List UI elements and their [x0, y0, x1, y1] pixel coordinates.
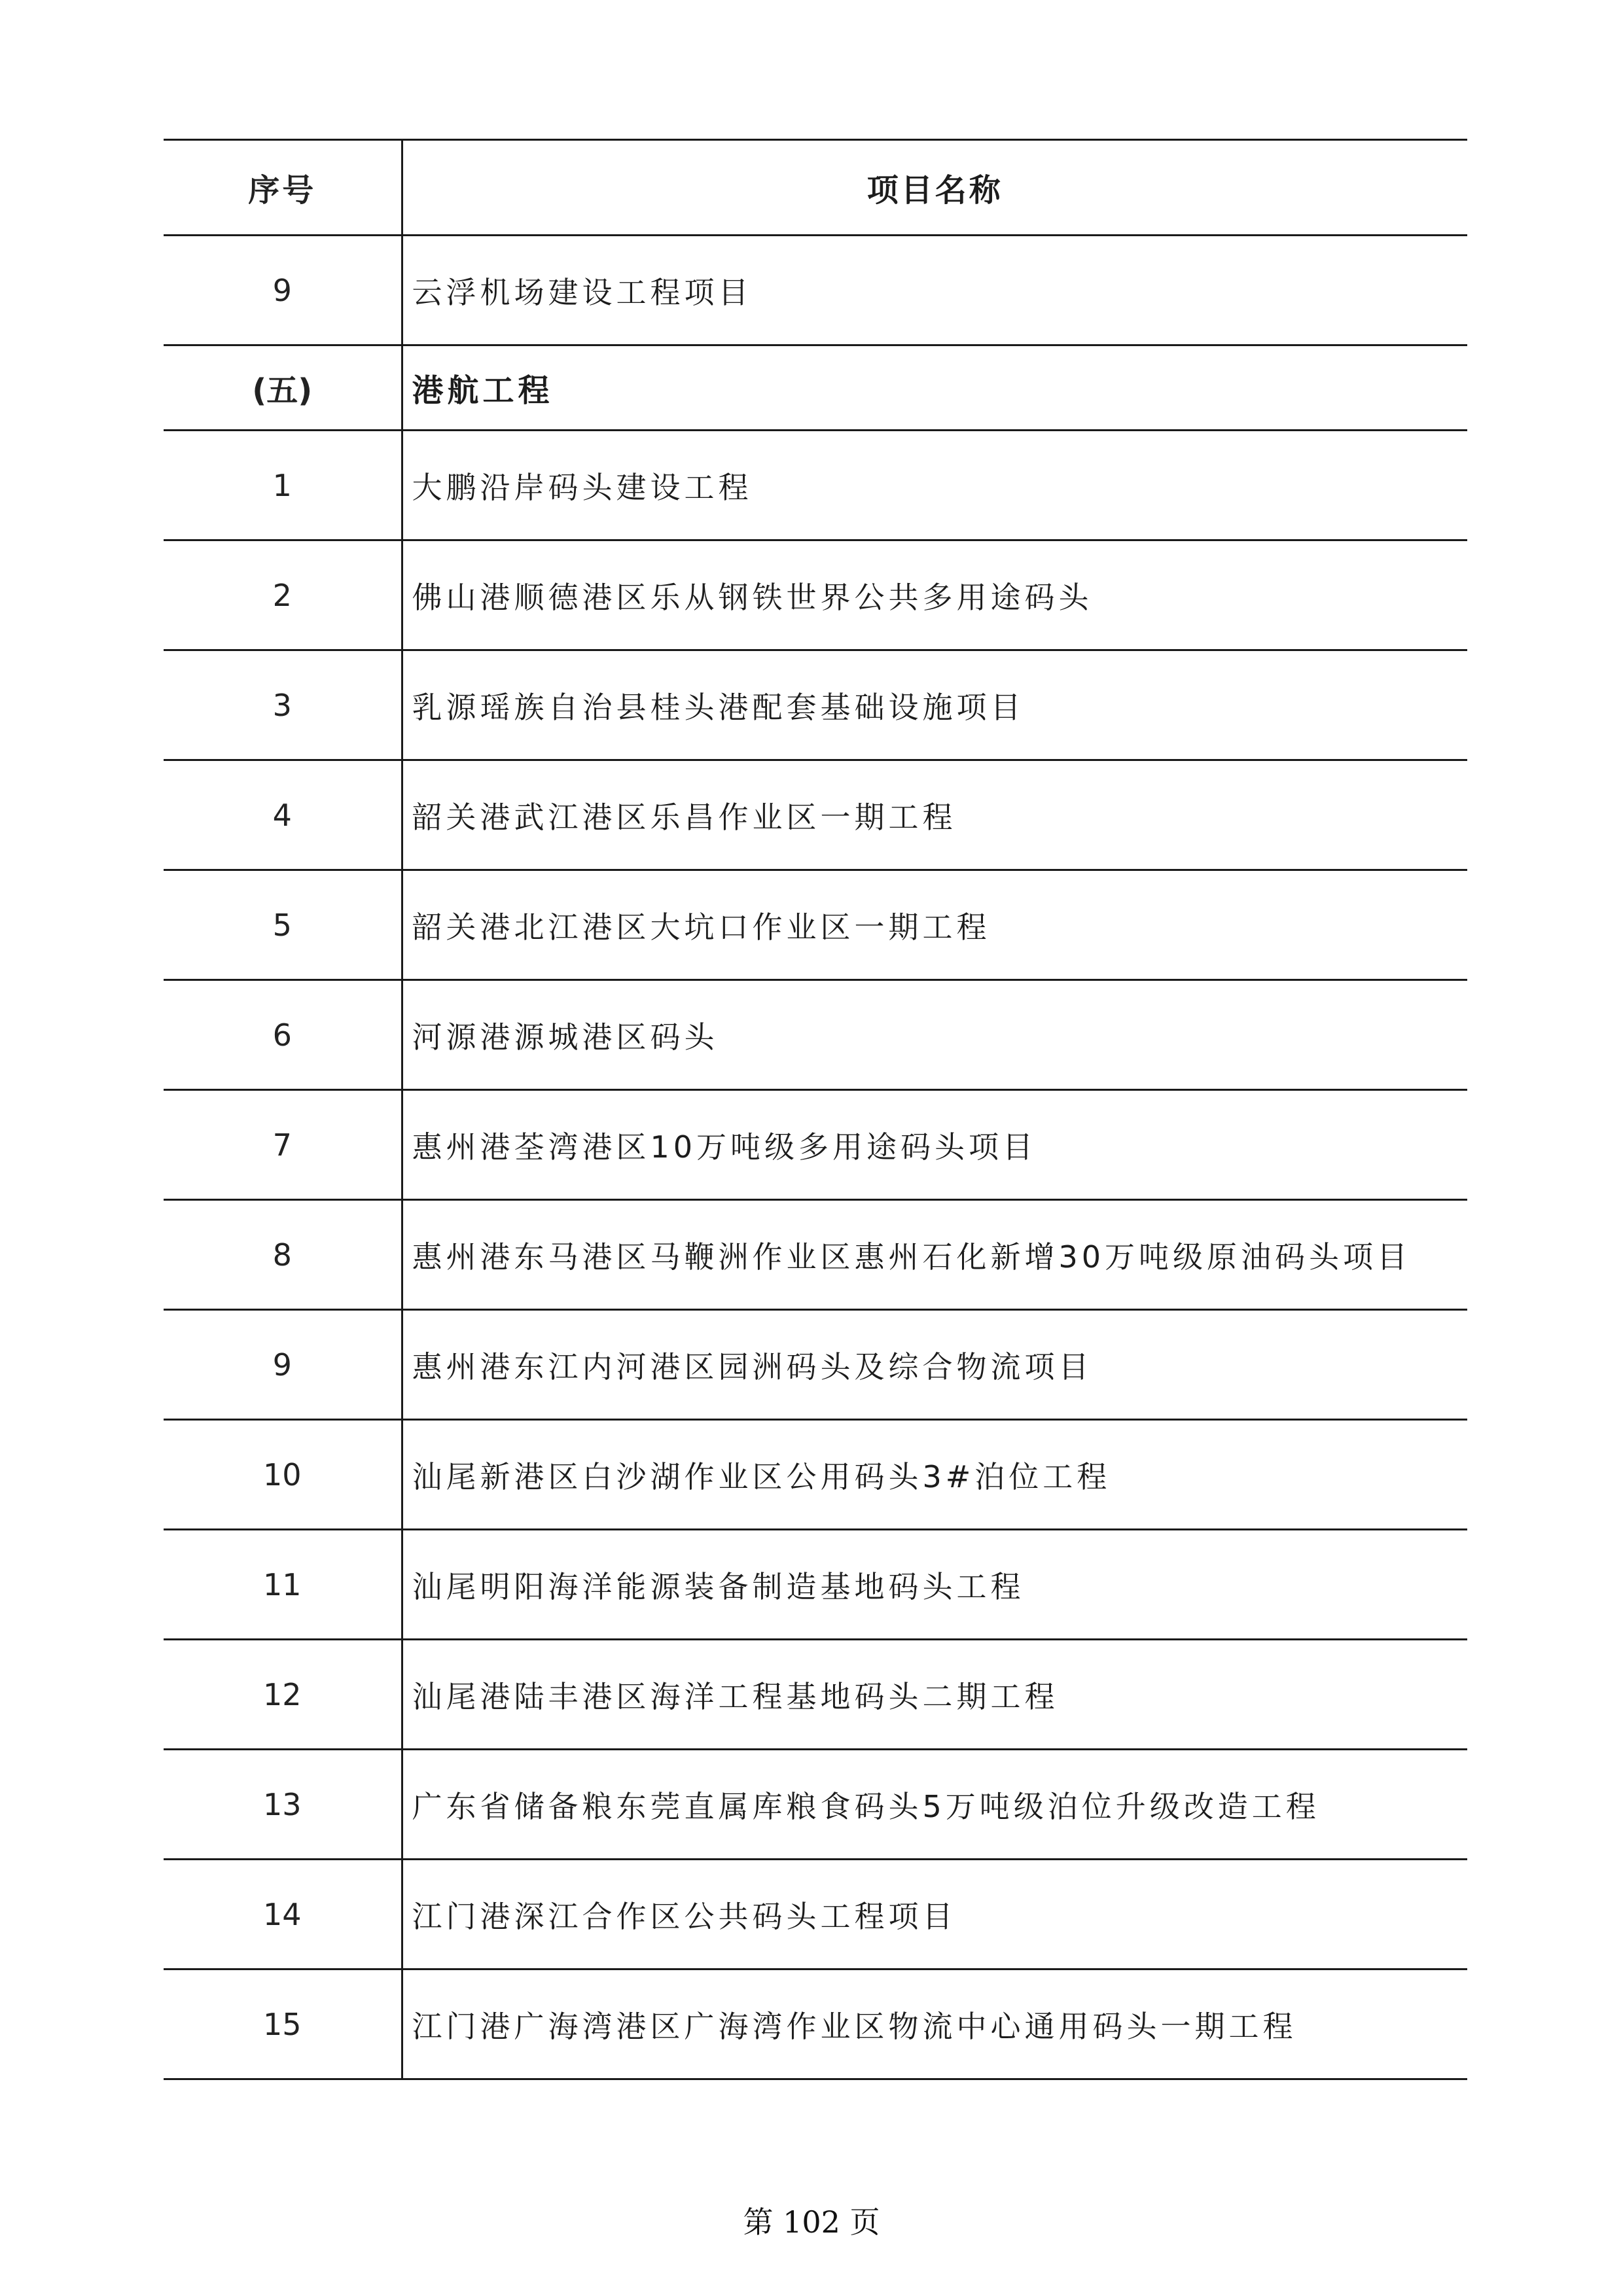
table-header-row: [164, 140, 1467, 236]
table-row: [164, 1530, 1467, 1640]
project-name: 佛山港顺德港区乐从钢铁世界公共多用途码头: [412, 579, 1093, 615]
project-name: 江门港深江合作区公共码头工程项目: [412, 1898, 957, 1934]
project-name: 汕尾港陆丰港区海洋工程基地码头二期工程: [412, 1678, 1059, 1714]
project-name: 韶关港武江港区乐昌作业区一期工程: [412, 799, 957, 835]
table-row: [164, 980, 1467, 1090]
row-number: 1: [164, 431, 402, 540]
project-name: 韶关港北江港区大坑口作业区一期工程: [412, 909, 991, 945]
table-row: [164, 1860, 1467, 1969]
table-row: [164, 1969, 1467, 2079]
project-name: 惠州港荃湾港区10万吨级多用途码头项目: [412, 1129, 1037, 1165]
row-number: (五): [164, 345, 402, 431]
project-name: 乳源瑶族自治县桂头港配套基础设施项目: [412, 689, 1025, 725]
page-number: 第 102 页: [743, 2204, 880, 2240]
table-row: [164, 431, 1467, 540]
row-number: 8: [164, 1200, 402, 1310]
project-name: 惠州港东江内河港区园洲码头及综合物流项目: [412, 1349, 1093, 1385]
row-number: 10: [164, 1420, 402, 1530]
row-number: 2: [164, 540, 402, 650]
project-name: 江门港广海湾港区广海湾作业区物流中心通用码头一期工程: [412, 2008, 1297, 2044]
row-number: 4: [164, 760, 402, 870]
project-name: 河源港源城港区码头: [412, 1019, 719, 1055]
row-number: 14: [164, 1860, 402, 1969]
project-name: 云浮机场建设工程项目: [412, 274, 753, 310]
row-number: 6: [164, 980, 402, 1090]
table-body: [164, 236, 1467, 2079]
project-name: 汕尾新港区白沙湖作业区公用码头3#泊位工程: [412, 1458, 1111, 1494]
row-number: 7: [164, 1090, 402, 1200]
row-number: 12: [164, 1640, 402, 1750]
project-name: 大鹏沿岸码头建设工程: [412, 469, 753, 505]
table-row: [164, 1200, 1467, 1310]
project-name: 惠州港东马港区马鞭洲作业区惠州石化新增30万吨级原油码头项目: [412, 1239, 1412, 1275]
table-row: [164, 1090, 1467, 1200]
row-number: 5: [164, 870, 402, 980]
row-number: 9: [164, 1310, 402, 1420]
header-project-name: 项目名称: [866, 172, 1003, 209]
table-row: [164, 1750, 1467, 1860]
section-title: 港航工程: [412, 372, 554, 409]
project-name: 汕尾明阳海洋能源装备制造基地码头工程: [412, 1568, 1025, 1604]
table-row: [164, 650, 1467, 760]
row-number: 15: [164, 1969, 402, 2079]
table-row: [164, 236, 1467, 345]
header-number: 序号: [164, 140, 402, 236]
table-row: [164, 540, 1467, 650]
row-number: 9: [164, 236, 402, 345]
table-row: [164, 870, 1467, 980]
row-number: 11: [164, 1530, 402, 1640]
table-row: [164, 760, 1467, 870]
project-table: [164, 139, 1467, 2080]
project-name: 广东省储备粮东莞直属库粮食码头5万吨级泊位升级改造工程: [412, 1788, 1320, 1824]
section-row: [164, 345, 1467, 431]
table-row: [164, 1640, 1467, 1750]
table-row: [164, 1420, 1467, 1530]
row-number: 3: [164, 650, 402, 760]
row-number: 13: [164, 1750, 402, 1860]
table-row: [164, 1310, 1467, 1420]
